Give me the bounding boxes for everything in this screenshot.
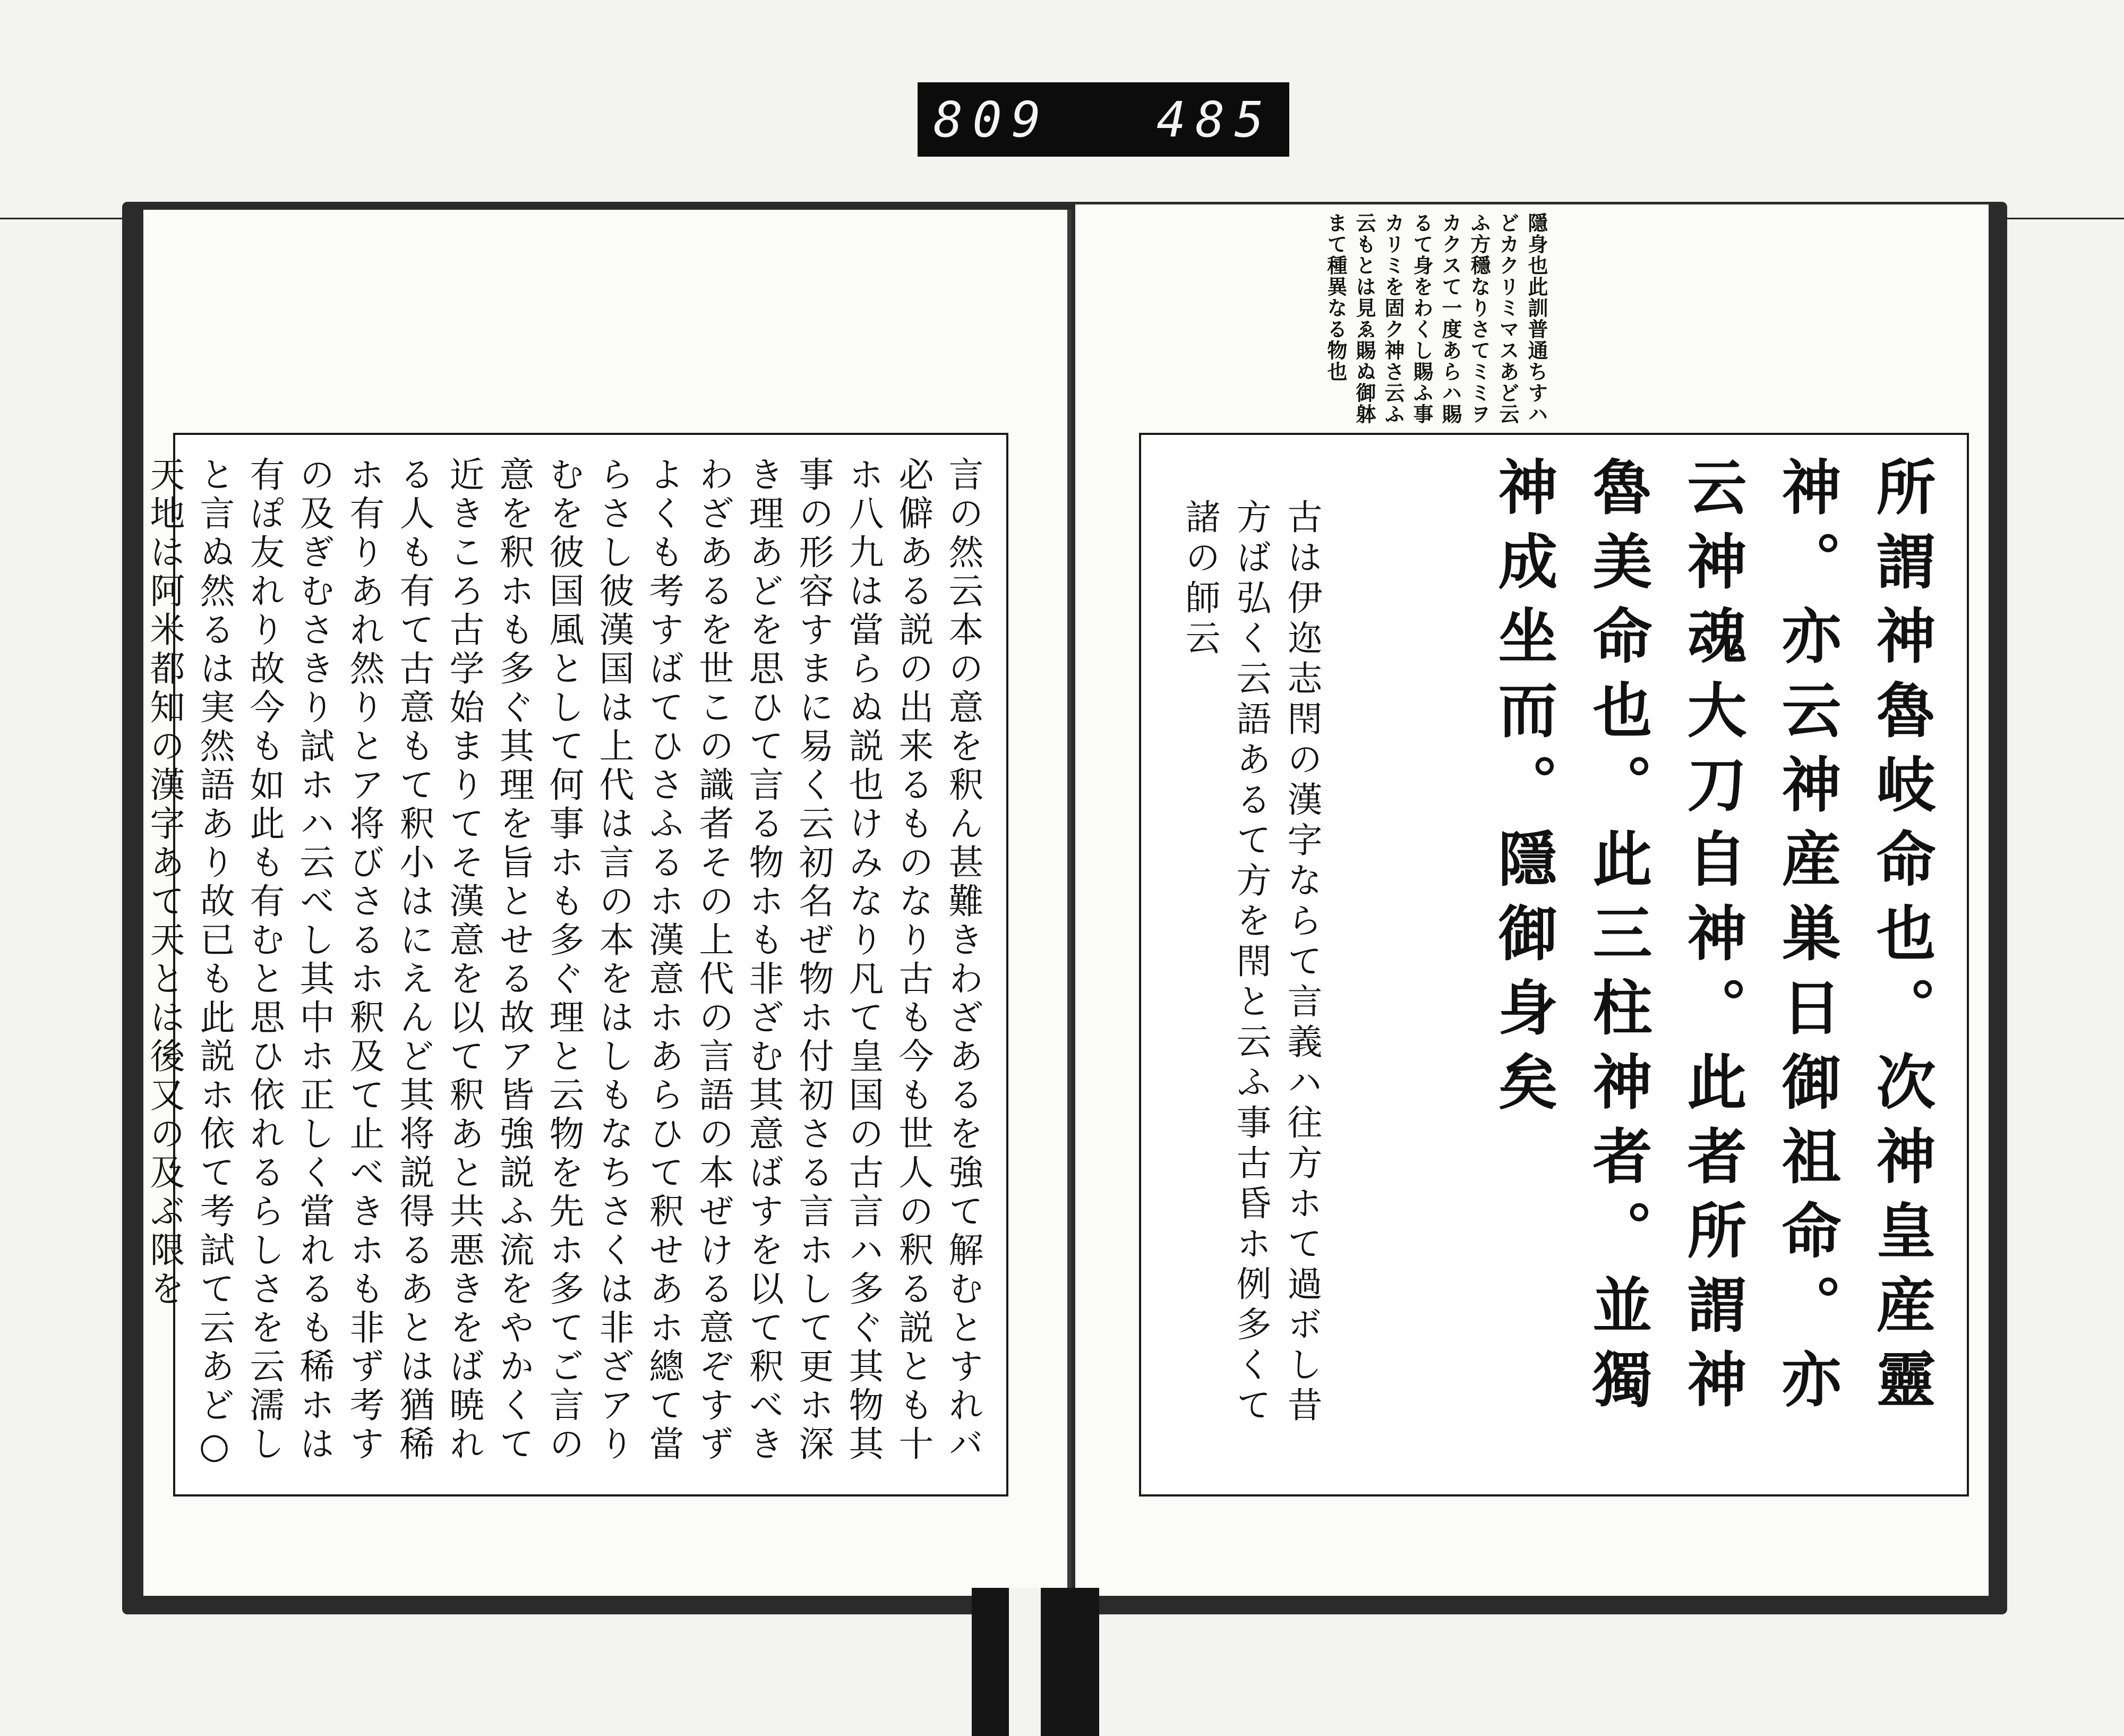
left-page-frame xyxy=(144,433,1008,1496)
page-id-right: 485 xyxy=(1156,91,1273,148)
spine-gap xyxy=(1009,1588,1041,1736)
right-page-commentary: 古は伊迩志閇の漢字ならて言義ハ往方ホて過ボし昔方ば弘く云語あるて方を閇と云ふ事古昏ホ例多くて諸の師云 xyxy=(1179,499,1322,1427)
page-id-label xyxy=(918,82,1289,157)
left-page-text: 言の然云本の意を釈ん甚難きわざあるを強て解むとすれバ必僻ある説の出来るものなり古も今も世人の釈る説とも十ホ八九は當らぬ説也けみなり凡て皇国の古言ハ多ぐ其物其事の形容すまに易く云初名ぜ物ホ付初さる言ホして更ホ深き理あどを思ひて言る物ホも非ざむ其意ばすを以て釈べきわざあるを世この識者その上代の言語の本ぜける意ぞすずよくも考すばてひさふるホ漢意ホあらひて釈せあホ總て當らさし彼漢国は上代は言の本をはしもなちさくは非ざアりむを彼国風として何事ホも多ぐ理と云物を先ホ多てご言の意を釈ホも多ぐ其理を旨とせる故ア皆強説ふ流をやかくて近きころ古学始まりてそ漢意を以て釈あと共悪きをば暁れる人も有て古意もて釈小はにえんど其将説得るあとは猶稀ホ有りあれ然りとア将びさるホ釈及て止べきホも非ず考すの及ぎむさきり試ホハ云べし其中ホ正しく當れるも稀ホは有ぽ友れり故今も如此も有むと思ひ依れるらしさを云濡しと言ぬ然るは実然語あり故已も此説ホ依て考試て云あど○天地は阿米都知の漢字あて天とは後又の及ぶ限を xyxy=(144,456,983,1470)
right-page-frame xyxy=(1139,433,1969,1496)
marginal-note: 隱身也此訓普通ちすハどカクリミマスあど云ふ方穩なりさてミミヲカクスて一度あらハ賜るて身をわくし賜ふ事カリミを固ク神さ云ふ云もとは見ゑ賜ぬ御躰まて種異なる物也 xyxy=(1324,212,1548,425)
right-page-main-text: 所謂神魯岐命也。次神皇産靈神。亦云神産巣日御祖命。亦云神魂大刀自神。此者所謂神魯美命也。此三柱神者。並獨神成坐而。隱御身矣 xyxy=(1488,456,1935,1423)
page-id-left: 809 xyxy=(933,91,1051,148)
